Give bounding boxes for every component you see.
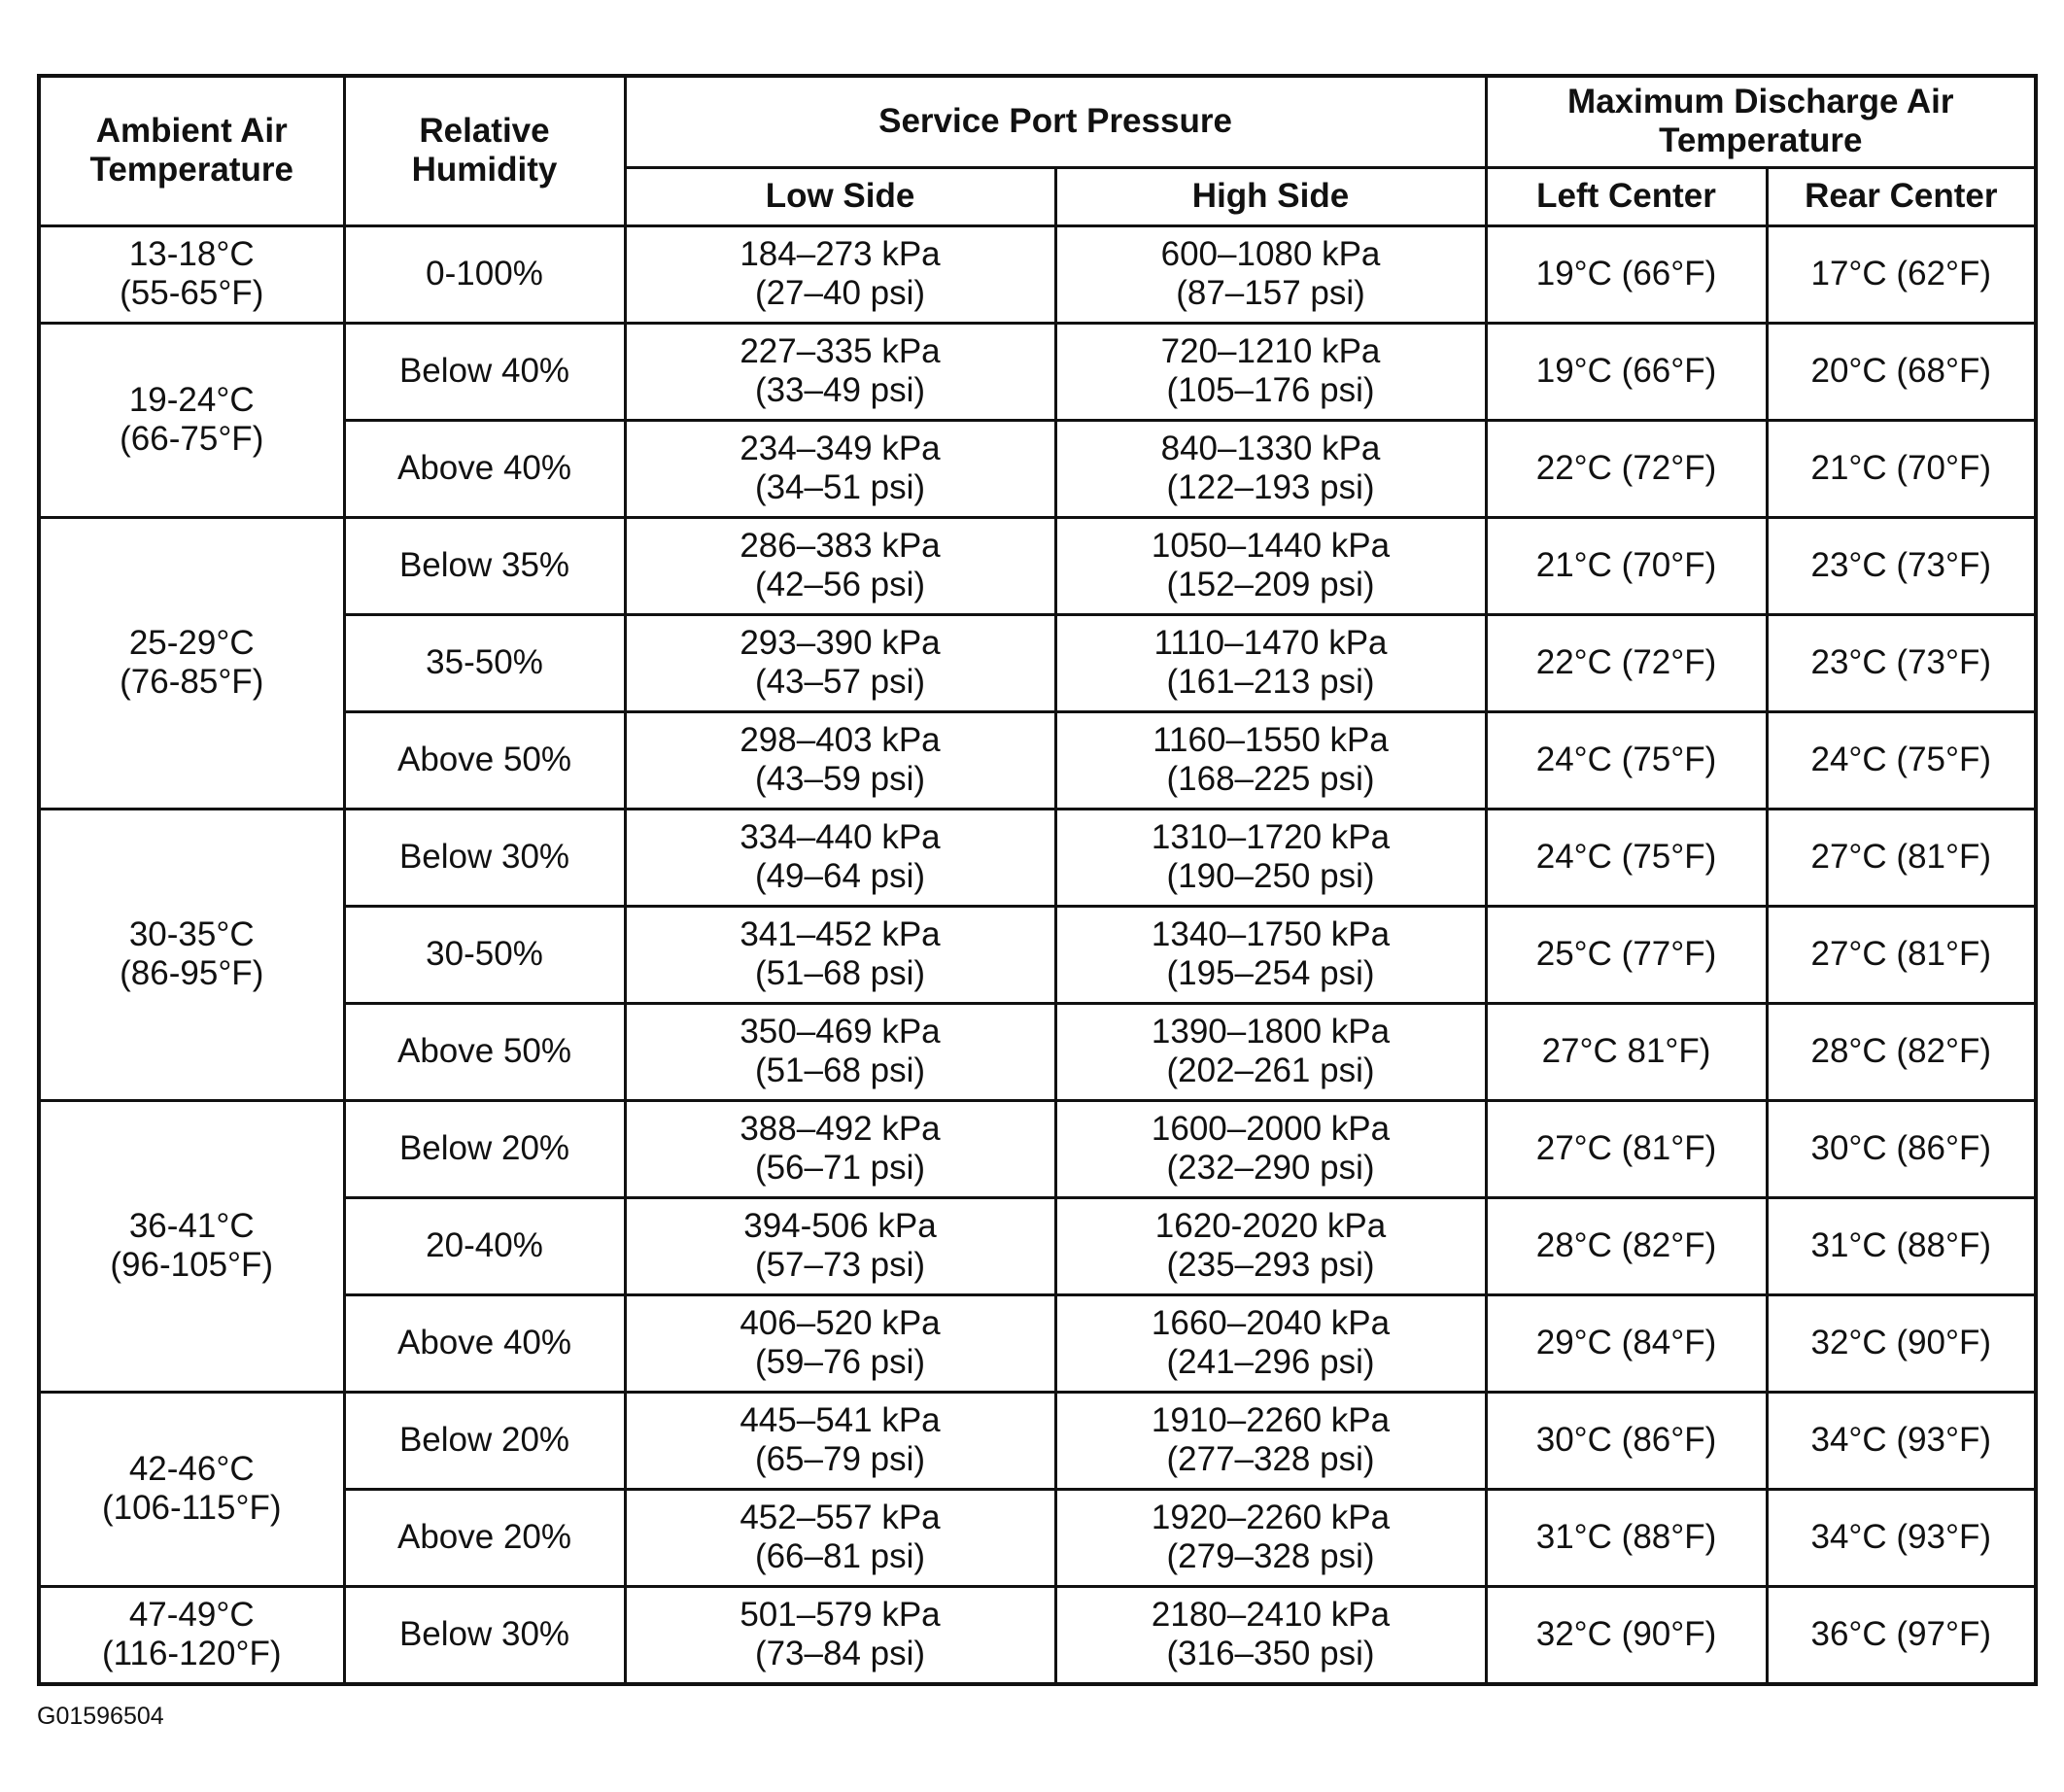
ambient-temperature-cell-line-1: 13-18°C	[128, 235, 255, 273]
ambient-temperature-cell-line-2: (106-115°F)	[101, 1489, 282, 1527]
rear-center-temp-cell: 28°C (82°F)	[1767, 1003, 2036, 1100]
header-service-port-pressure: Service Port Pressure	[625, 76, 1486, 167]
high-side-pressure-cell	[1055, 1100, 1486, 1197]
low-side-pressure-cell-line-1: 341–452 kPa	[740, 915, 941, 953]
ambient-temperature-cell	[39, 1100, 344, 1392]
header-humidity-line-1: Relative	[419, 112, 550, 151]
low-side-pressure-cell	[625, 225, 1055, 323]
ambient-temperature-cell-line-1: 30-35°C	[128, 915, 255, 953]
low-side-pressure-cell-line-1: 298–403 kPa	[740, 721, 941, 759]
left-center-temp-cell: 29°C (84°F)	[1486, 1294, 1767, 1392]
low-side-pressure-cell	[625, 1003, 1055, 1100]
table-header	[39, 76, 2036, 225]
humidity-cell: Above 50%	[344, 711, 625, 809]
high-side-pressure-cell	[1055, 225, 1486, 323]
left-center-temp-cell: 19°C (66°F)	[1486, 323, 1767, 420]
high-side-pressure-cell-line-2: (168–225 psi)	[1166, 760, 1375, 798]
left-center-temp-cell: 30°C (86°F)	[1486, 1392, 1767, 1489]
ambient-temperature-cell-line-1: 19-24°C	[128, 381, 255, 419]
left-center-temp-cell: 31°C (88°F)	[1486, 1489, 1767, 1586]
low-side-pressure-cell-line-1: 334–440 kPa	[740, 818, 941, 856]
left-center-temp-cell: 27°C 81°F)	[1486, 1003, 1767, 1100]
humidity-cell: Above 50%	[344, 1003, 625, 1100]
high-side-pressure-cell-line-2: (195–254 psi)	[1166, 954, 1375, 992]
high-side-pressure-cell	[1055, 906, 1486, 1003]
high-side-pressure-cell-line-1: 1600–2000 kPa	[1151, 1110, 1391, 1148]
low-side-pressure-cell	[625, 1586, 1055, 1684]
high-side-pressure-cell-line-2: (235–293 psi)	[1166, 1246, 1375, 1284]
humidity-cell: 35-50%	[344, 614, 625, 711]
rear-center-temp-cell: 31°C (88°F)	[1767, 1197, 2036, 1294]
ambient-temperature-cell-line-2: (76-85°F)	[120, 663, 264, 701]
rear-center-temp-cell: 34°C (93°F)	[1767, 1392, 2036, 1489]
low-side-pressure-cell-line-2: (43–59 psi)	[754, 760, 926, 798]
low-side-pressure-cell-line-2: (42–56 psi)	[754, 566, 926, 603]
low-side-pressure-cell-line-2: (34–51 psi)	[754, 468, 926, 506]
ambient-temperature-cell-line-2: (96-105°F)	[110, 1246, 274, 1284]
rear-center-temp-cell: 21°C (70°F)	[1767, 420, 2036, 517]
high-side-pressure-cell-line-1: 1390–1800 kPa	[1151, 1013, 1391, 1051]
rear-center-temp-cell: 36°C (97°F)	[1767, 1586, 2036, 1684]
low-side-pressure-cell-line-2: (51–68 psi)	[754, 1051, 926, 1089]
left-center-temp-cell: 22°C (72°F)	[1486, 420, 1767, 517]
low-side-pressure-cell-line-1: 452–557 kPa	[740, 1499, 941, 1536]
low-side-pressure-cell-line-2: (56–71 psi)	[754, 1149, 926, 1187]
low-side-pressure-cell	[625, 614, 1055, 711]
ambient-temperature-cell	[39, 225, 344, 323]
low-side-pressure-cell-line-2: (49–64 psi)	[754, 857, 926, 895]
left-center-temp-cell: 28°C (82°F)	[1486, 1197, 1767, 1294]
left-center-temp-cell: 27°C (81°F)	[1486, 1100, 1767, 1197]
high-side-pressure-cell-line-1: 840–1330 kPa	[1160, 430, 1381, 467]
humidity-cell: Below 30%	[344, 809, 625, 906]
humidity-cell: Above 40%	[344, 1294, 625, 1392]
low-side-pressure-cell	[625, 809, 1055, 906]
low-side-pressure-cell	[625, 420, 1055, 517]
low-side-pressure-cell-line-2: (27–40 psi)	[754, 274, 926, 312]
table-row	[39, 323, 2036, 420]
humidity-cell: 30-50%	[344, 906, 625, 1003]
low-side-pressure-cell-line-2: (73–84 psi)	[754, 1635, 926, 1672]
high-side-pressure-cell-line-2: (277–328 psi)	[1166, 1440, 1375, 1478]
low-side-pressure-cell-line-2: (43–57 psi)	[754, 663, 926, 701]
header-ambient-line-2: Temperature	[89, 151, 293, 190]
ambient-temperature-cell-line-2: (55-65°F)	[120, 274, 264, 312]
humidity-cell: 20-40%	[344, 1197, 625, 1294]
table-row	[39, 1392, 2036, 1489]
figure-id: G01596504	[37, 1703, 164, 1730]
low-side-pressure-cell	[625, 517, 1055, 614]
header-high-side: High Side	[1055, 167, 1486, 225]
rear-center-temp-cell: 23°C (73°F)	[1767, 614, 2036, 711]
header-rear-center: Rear Center	[1767, 167, 2036, 225]
ambient-temperature-cell-line-1: 47-49°C	[128, 1596, 255, 1634]
rear-center-temp-cell: 17°C (62°F)	[1767, 225, 2036, 323]
low-side-pressure-cell	[625, 1294, 1055, 1392]
rear-center-temp-cell: 20°C (68°F)	[1767, 323, 2036, 420]
ambient-temperature-cell	[39, 323, 344, 517]
low-side-pressure-cell	[625, 1489, 1055, 1586]
high-side-pressure-cell-line-1: 1660–2040 kPa	[1151, 1304, 1391, 1342]
high-side-pressure-cell-line-2: (190–250 psi)	[1166, 857, 1375, 895]
high-side-pressure-cell	[1055, 1489, 1486, 1586]
rear-center-temp-cell: 23°C (73°F)	[1767, 517, 2036, 614]
low-side-pressure-cell-line-2: (51–68 psi)	[754, 954, 926, 992]
high-side-pressure-cell	[1055, 1197, 1486, 1294]
low-side-pressure-cell-line-1: 293–390 kPa	[740, 624, 941, 662]
left-center-temp-cell: 19°C (66°F)	[1486, 225, 1767, 323]
high-side-pressure-cell-line-1: 600–1080 kPa	[1160, 235, 1381, 273]
high-side-pressure-cell-line-2: (202–261 psi)	[1166, 1051, 1375, 1089]
low-side-pressure-cell	[625, 1100, 1055, 1197]
humidity-cell: Above 40%	[344, 420, 625, 517]
low-side-pressure-cell-line-1: 227–335 kPa	[740, 332, 941, 370]
low-side-pressure-cell	[625, 323, 1055, 420]
ambient-temperature-cell	[39, 1586, 344, 1684]
high-side-pressure-cell-line-2: (279–328 psi)	[1166, 1537, 1375, 1575]
high-side-pressure-cell-line-2: (316–350 psi)	[1166, 1635, 1375, 1672]
high-side-pressure-cell-line-1: 2180–2410 kPa	[1151, 1596, 1391, 1634]
high-side-pressure-cell-line-1: 720–1210 kPa	[1160, 332, 1381, 370]
header-left-center: Left Center	[1486, 167, 1767, 225]
low-side-pressure-cell-line-2: (33–49 psi)	[754, 371, 926, 409]
rear-center-temp-cell: 32°C (90°F)	[1767, 1294, 2036, 1392]
header-maximum-discharge-air-temperature	[1486, 76, 2036, 167]
ambient-temperature-cell-line-1: 25-29°C	[128, 624, 255, 662]
high-side-pressure-cell	[1055, 420, 1486, 517]
ambient-temperature-cell-line-2: (86-95°F)	[120, 954, 264, 992]
ac-performance-table	[37, 74, 2038, 1686]
rear-center-temp-cell: 27°C (81°F)	[1767, 809, 2036, 906]
header-humidity-line-2: Humidity	[411, 151, 558, 190]
high-side-pressure-cell	[1055, 323, 1486, 420]
header-discharge-line-2: Temperature	[1659, 121, 1863, 160]
low-side-pressure-cell-line-1: 501–579 kPa	[740, 1596, 941, 1634]
low-side-pressure-cell-line-1: 445–541 kPa	[740, 1401, 941, 1439]
header-discharge-line-1: Maximum Discharge Air	[1567, 83, 1954, 121]
low-side-pressure-cell-line-2: (66–81 psi)	[754, 1537, 926, 1575]
header-low-side: Low Side	[625, 167, 1055, 225]
table-row	[39, 517, 2036, 614]
rear-center-temp-cell: 30°C (86°F)	[1767, 1100, 2036, 1197]
high-side-pressure-cell-line-1: 1910–2260 kPa	[1151, 1401, 1391, 1439]
header-ambient-line-1: Ambient Air	[95, 112, 288, 151]
low-side-pressure-cell-line-1: 184–273 kPa	[740, 235, 941, 273]
ambient-temperature-cell	[39, 1392, 344, 1586]
table-row	[39, 1586, 2036, 1684]
rear-center-temp-cell: 34°C (93°F)	[1767, 1489, 2036, 1586]
high-side-pressure-cell-line-2: (152–209 psi)	[1166, 566, 1375, 603]
rear-center-temp-cell: 24°C (75°F)	[1767, 711, 2036, 809]
high-side-pressure-cell	[1055, 1294, 1486, 1392]
low-side-pressure-cell	[625, 1197, 1055, 1294]
low-side-pressure-cell	[625, 711, 1055, 809]
table-body	[39, 225, 2036, 1684]
high-side-pressure-cell-line-1: 1340–1750 kPa	[1151, 915, 1391, 953]
high-side-pressure-cell-line-2: (161–213 psi)	[1166, 663, 1375, 701]
low-side-pressure-cell-line-2: (59–76 psi)	[754, 1343, 926, 1381]
low-side-pressure-cell-line-1: 286–383 kPa	[740, 527, 941, 565]
high-side-pressure-cell	[1055, 614, 1486, 711]
high-side-pressure-cell	[1055, 711, 1486, 809]
high-side-pressure-cell-line-1: 1620-2020 kPa	[1154, 1207, 1387, 1245]
high-side-pressure-cell-line-1: 1110–1470 kPa	[1153, 624, 1388, 662]
ambient-temperature-cell	[39, 517, 344, 809]
humidity-cell: Below 20%	[344, 1100, 625, 1197]
left-center-temp-cell: 21°C (70°F)	[1486, 517, 1767, 614]
ambient-temperature-cell	[39, 809, 344, 1100]
high-side-pressure-cell-line-2: (232–290 psi)	[1166, 1149, 1375, 1187]
high-side-pressure-cell-line-1: 1050–1440 kPa	[1151, 527, 1391, 565]
humidity-cell: 0-100%	[344, 225, 625, 323]
high-side-pressure-cell	[1055, 517, 1486, 614]
table-row	[39, 809, 2036, 906]
left-center-temp-cell: 32°C (90°F)	[1486, 1586, 1767, 1684]
high-side-pressure-cell	[1055, 1586, 1486, 1684]
high-side-pressure-cell-line-1: 1920–2260 kPa	[1151, 1499, 1391, 1536]
table-row	[39, 225, 2036, 323]
header-relative-humidity	[344, 76, 625, 225]
low-side-pressure-cell	[625, 1392, 1055, 1489]
high-side-pressure-cell-line-2: (87–157 psi)	[1176, 274, 1365, 312]
left-center-temp-cell: 25°C (77°F)	[1486, 906, 1767, 1003]
low-side-pressure-cell-line-1: 406–520 kPa	[740, 1304, 941, 1342]
high-side-pressure-cell	[1055, 809, 1486, 906]
ambient-temperature-cell-line-1: 36-41°C	[128, 1207, 255, 1245]
high-side-pressure-cell-line-2: (122–193 psi)	[1166, 468, 1375, 506]
low-side-pressure-cell-line-1: 394-506 kPa	[743, 1207, 937, 1245]
low-side-pressure-cell-line-2: (57–73 psi)	[754, 1246, 926, 1284]
high-side-pressure-cell	[1055, 1392, 1486, 1489]
high-side-pressure-cell-line-2: (105–176 psi)	[1166, 371, 1375, 409]
left-center-temp-cell: 22°C (72°F)	[1486, 614, 1767, 711]
low-side-pressure-cell	[625, 906, 1055, 1003]
left-center-temp-cell: 24°C (75°F)	[1486, 809, 1767, 906]
high-side-pressure-cell-line-1: 1310–1720 kPa	[1151, 818, 1391, 856]
low-side-pressure-cell-line-1: 234–349 kPa	[740, 430, 941, 467]
rear-center-temp-cell: 27°C (81°F)	[1767, 906, 2036, 1003]
humidity-cell: Below 35%	[344, 517, 625, 614]
high-side-pressure-cell-line-2: (241–296 psi)	[1166, 1343, 1375, 1381]
low-side-pressure-cell-line-1: 350–469 kPa	[740, 1013, 941, 1051]
humidity-cell: Below 20%	[344, 1392, 625, 1489]
ambient-temperature-cell-line-2: (116-120°F)	[101, 1635, 282, 1672]
table-row	[39, 1100, 2036, 1197]
humidity-cell: Above 20%	[344, 1489, 625, 1586]
humidity-cell: Below 30%	[344, 1586, 625, 1684]
low-side-pressure-cell-line-1: 388–492 kPa	[740, 1110, 941, 1148]
high-side-pressure-cell-line-1: 1160–1550 kPa	[1152, 721, 1389, 759]
humidity-cell: Below 40%	[344, 323, 625, 420]
high-side-pressure-cell	[1055, 1003, 1486, 1100]
low-side-pressure-cell-line-2: (65–79 psi)	[754, 1440, 926, 1478]
ambient-temperature-cell-line-1: 42-46°C	[128, 1450, 255, 1488]
left-center-temp-cell: 24°C (75°F)	[1486, 711, 1767, 809]
header-ambient-air-temperature	[39, 76, 344, 225]
ambient-temperature-cell-line-2: (66-75°F)	[120, 420, 264, 458]
